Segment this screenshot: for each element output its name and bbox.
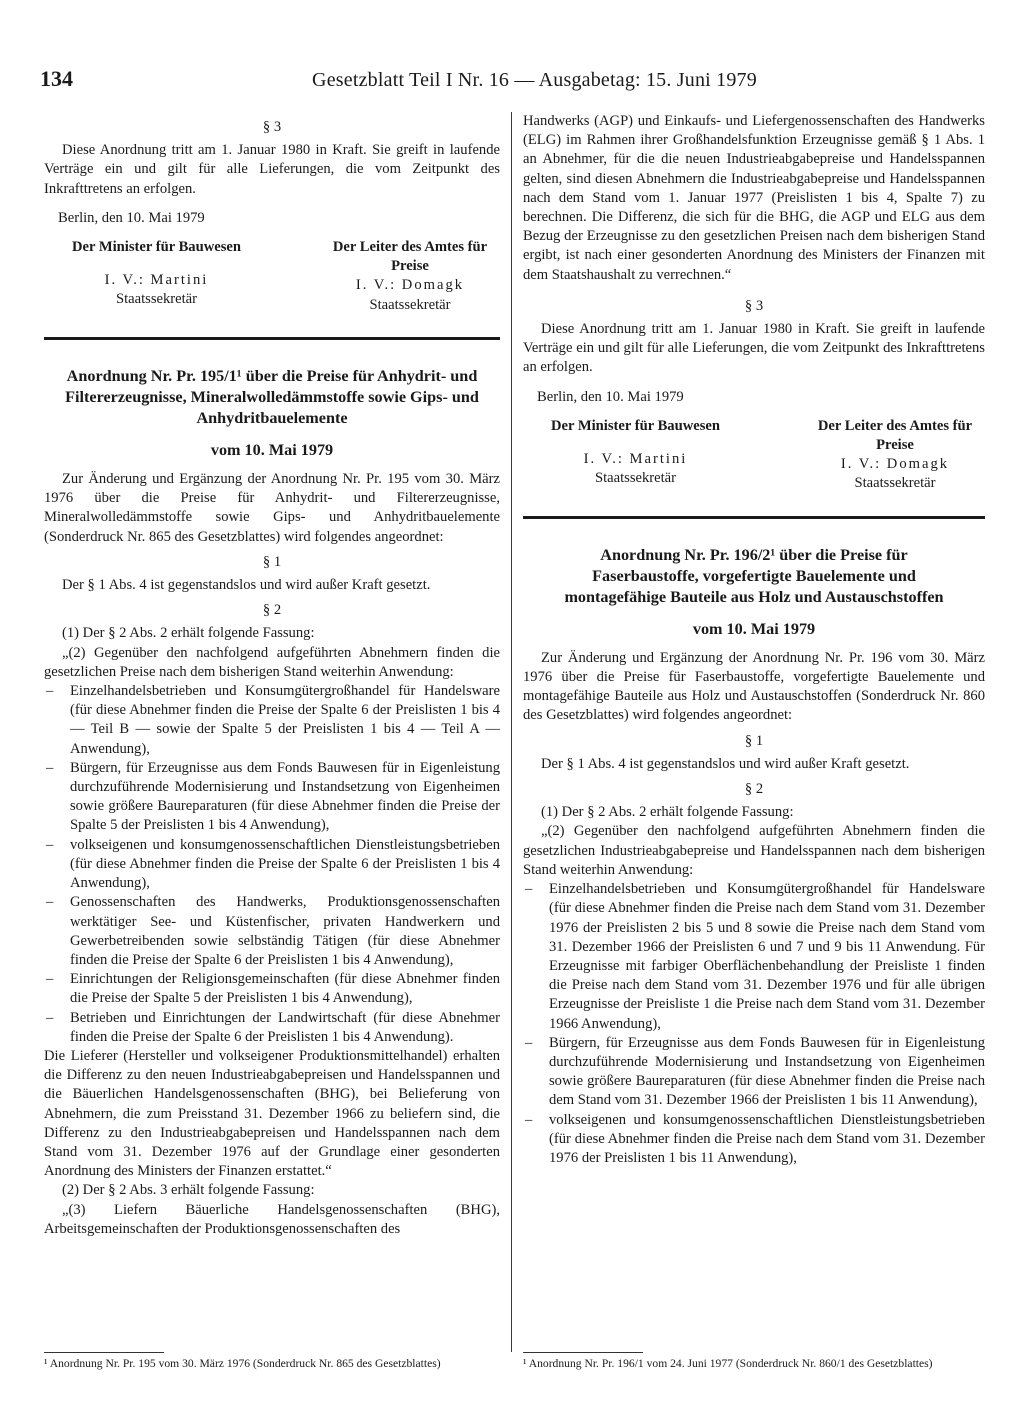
signatory-title: Der Minister für Bauwesen (71, 239, 242, 256)
section-mark: § 2 (744, 781, 764, 798)
list-item: – Genossenschaften des Handwerks, Produktionsgenossenschaften werktätiger See- und Küstenfischer, privaten Handwerkern und Gewerbetreibenden sowie selbständig Tätigen (für diese Abnehmer finden die Preise der Spalte 6 der Preislisten 1 bis 4 Anwendung), (44, 893, 500, 970)
ordinance-date: vom 10. Mai 1979 (692, 619, 816, 638)
signatory-title: Der Leiter des Amtes für Preise (817, 417, 973, 454)
page-number: 134 (40, 66, 73, 91)
footnote-rule (523, 1352, 643, 1353)
section-separator (523, 516, 985, 519)
paragraph: „(2) Gegenüber den nachfolgend aufgeführten Abnehmern finden die gesetzlichen Preise nach dem bisherigen Stand weiterhin Anwendung: (44, 644, 500, 680)
right-column (523, 112, 985, 1168)
signatory-title: Der Leiter des Amtes für Preise (332, 239, 488, 275)
signature-minister (523, 417, 748, 494)
signatory-name: I. V.: Martini (104, 272, 209, 289)
column-divider (511, 112, 512, 1352)
place-date: Berlin, den 10. Mai 1979 (58, 209, 205, 226)
paragraph: Handwerks (AGP) und Einkaufs- und Liefergenossenschaften des Handwerks (ELG) im Rahmen ihrer Großhandelsfunktion Erzeugnisse gemäß § 1 Abs. 1 an Abnehmer, für die die neuen Industrieabgabepreise und Handelsspannen gelten, sind diesen Abnehmern die Industrieabgabepreise und Handelsspannen nach dem Stand vom 1. Januar 1977 (Preislisten 1 bis 4, Spalte 7) zu berechnen. Die Differenz, die sich für die BHG, die AGP und ELG aus dem Bezug der Erzeugnisse zu den gesetzlichen Preisen nach dem bisherigen Stand ergibt, ist nach einer gesonderten Anordnung des Ministers der Finanzen mit dem Staatshaushalt zu verrechnen.“ (523, 113, 985, 283)
signatory-title: Der Minister für Bauwesen (550, 417, 721, 434)
ordinance-intro: Zur Änderung und Ergänzung der Anordnung Nr. Pr. 195 vom 30. März 1976 über die Preise für Anhydrit- und Filtererzeugnisse, Mineralwolledämmstoffe sowie Gips- und Anhydritbauelemente (Sonderdruck Nr. 865 des Gesetzblattes) wird folgendes angeordnet: (44, 471, 500, 545)
footnote-left (44, 1352, 504, 1371)
paragraph: (1) Der § 2 Abs. 2 erhält folgende Fassung: (62, 625, 315, 642)
footnote-text: ¹ Anordnung Nr. Pr. 196/1 vom 24. Juni 1977 (Sonderdruck Nr. 860/1 des Gesetzblattes) (523, 1357, 933, 1370)
section-separator (44, 337, 500, 340)
signatory-name: I. V.: Martini (583, 451, 688, 468)
section-mark: § 1 (262, 553, 282, 570)
signatory-role: Staatssekretär (369, 296, 451, 313)
signature-block (523, 417, 985, 494)
recipient-list (44, 682, 500, 1047)
signature-office-head (805, 417, 985, 494)
signatory-role: Staatssekretär (594, 470, 677, 487)
paragraph: Die Lieferer (Hersteller und volkseigener Produktionsmittelhandel) erhalten die Differenz zu den neuen Industrieabgabepreisen und Handelsspannen und die Bäuerlichen Handelsgenossenschaften (BHG), bei Belieferung von Abnehmern, die zum Preisstand 31. Dezember 1966 zu beliefern sind, die Differenz zu den Industrieabgabepreisen und Handelsspannen nach dem Stand vom 31. Dezember 1976 auf der Grundlage einer gesonderten Anordnung des Ministers der Finanzen erstattet.“ (44, 1047, 500, 1180)
paragraph: „(3) Liefern Bäuerliche Handelsgenossenschaften (BHG), Arbeitsgemeinschaften der Produktionsgenossenschaften des (44, 1201, 500, 1237)
section-mark: § 3 (744, 297, 764, 314)
list-item: – volkseigenen und konsumgenossenschaftlichen Dienstleistungsbetrieben (für diese Abnehmer finden die Preise der Spalte 6 der Preislisten 1 bis 4 Anwendung), (44, 836, 500, 894)
paragraph: Der § 1 Abs. 4 ist gegenstandslos und wird außer Kraft gesetzt. (541, 755, 910, 772)
list-item: – Bürgern, für Erzeugnisse aus dem Fonds Bauwesen für in Eigenleistung durchzuführende Modernisierung und Instandsetzung von Eigenheimen sowie größere Baureparaturen (für diese Abnehmer finden die Preise nach dem Stand vom 31. Dezember 1966 der Preislisten 1 bis 11 Anwendung), (523, 1034, 985, 1111)
ordinance-date: vom 10. Mai 1979 (210, 440, 334, 459)
paragraph: „(2) Gegenüber den nachfolgend aufgeführten Abnehmern finden die gesetzlichen Industrieabgabepreise und Handelsspannen nach dem bisherigen Stand weiterhin Anwendung: (523, 823, 985, 878)
left-column (44, 112, 500, 1239)
signatory-name: I. V.: Domagk (355, 277, 465, 294)
recipient-list (523, 880, 985, 1168)
section-mark: § 1 (744, 732, 764, 749)
paragraph: Diese Anordnung tritt am 1. Januar 1980 in Kraft. Sie greift in laufende Verträge ein und gilt für alle Lieferungen, die vom Zeitpunkt des Inkrafttretens an erfolgen. (44, 142, 500, 197)
ordinance-title: Anordnung Nr. Pr. 196/2¹ über die Preise für Faserbaustoffe, vorgefertigte Bauelemente und montagefähige Bauteile aus Holz und Austauschstoffen (564, 545, 944, 606)
list-item: – Betrieben und Einrichtungen der Landwirtschaft (für diese Abnehmer finden die Preise der Spalte 6 der Preislisten 1 bis 4 Anwendung). (44, 1009, 500, 1047)
section-mark: § 2 (262, 602, 282, 619)
paragraph: Diese Anordnung tritt am 1. Januar 1980 in Kraft. Sie greift in laufende Verträge ein und gilt für alle Lieferungen, die vom Zeitpunkt des Inkrafttretens an erfolgen. (523, 321, 985, 376)
paragraph: (2) Der § 2 Abs. 3 erhält folgende Fassung: (62, 1182, 315, 1199)
running-title: Gesetzblatt Teil I Nr. 16 — Ausgabetag: 15. Juni 1979 (312, 69, 757, 91)
signatory-role: Staatssekretär (115, 291, 198, 308)
paragraph: Der § 1 Abs. 4 ist gegenstandslos und wird außer Kraft gesetzt. (62, 577, 431, 594)
paragraph: (1) Der § 2 Abs. 2 erhält folgende Fassung: (541, 804, 794, 821)
signature-minister (44, 238, 269, 315)
signature-office-head (320, 238, 500, 315)
list-item: – Einrichtungen der Religionsgemeinschaften (für diese Abnehmer finden die Preise der Spalte 5 der Preislisten 1 bis 4 Anwendung), (44, 970, 500, 1008)
footnote-rule (44, 1352, 164, 1353)
list-item: – Einzelhandelsbetrieben und Konsumgütergroßhandel für Handelsware (für diese Abnehmer finden die Preise nach dem Stand vom 31. Dezember 1976 der Preislisten 2 bis 5 und 8 sowie die Preise nach dem Stand vom 31. Dezember 1966 der Preislisten 6 und 7 und 9 bis 11 Anwendung. Für Erzeugnisse mit farbiger Oberflächenbehandlung der Preisliste 1 finden die Preise nach dem Stand vom 31. Dezember 1976 und für alle übrigen Erzeugnisse der Preisliste 1 die Preise nach dem Stand vom 31. Dezember 1966 Anwendung), (523, 880, 985, 1034)
page-header (40, 66, 980, 96)
list-item: – Bürgern, für Erzeugnisse aus dem Fonds Bauwesen für in Eigenleistung durchzuführende Modernisierung und Instandsetzung von Eigenheimen sowie größere Baureparaturen (für diese Abnehmer finden die Preise der Spalte 5 der Preislisten 1 bis 4 Anwendung), (44, 759, 500, 836)
signatory-role: Staatssekretär (854, 475, 936, 492)
place-date: Berlin, den 10. Mai 1979 (537, 388, 684, 405)
list-item: – Einzelhandelsbetrieben und Konsumgütergroßhandel für Handelsware (für diese Abnehmer finden die Preise der Spalte 6 der Preislisten 1 bis 4 — Teil B — sowie der Spalte 5 der Preislisten 1 bis 4 — Teil A — Anwendung), (44, 682, 500, 759)
section-mark: § 3 (262, 119, 282, 135)
signature-block (44, 238, 500, 315)
footnote-text: ¹ Anordnung Nr. Pr. 195 vom 30. März 1976 (Sonderdruck Nr. 865 des Gesetzblattes) (44, 1357, 441, 1370)
signatory-name: I. V.: Domagk (840, 456, 950, 473)
footnote-right (523, 1352, 983, 1371)
ordinance-intro: Zur Änderung und Ergänzung der Anordnung Nr. Pr. 196 vom 30. März 1976 über die Preise für Faserbaustoffe, vorgefertigte Bauelemente und montagefähige Bauteile aus Holz und Austauschstoffen (Sonderdruck Nr. 860 des Gesetzblattes) wird folgendes angeordnet: (523, 649, 985, 724)
ordinance-title: Anordnung Nr. Pr. 195/1¹ über die Preise für Anhydrit- und Filtererzeugnisse, Mineralwolledämmstoffe sowie Gips- und Anhydritbauelemente (65, 366, 479, 427)
list-item: – volkseigenen und konsumgenossenschaftlichen Dienstleistungsbetrieben (für diese Abnehmer finden die Preise nach dem Stand vom 31. Dezember 1976 der Preislisten 1 bis 11 Anwendung), (523, 1111, 985, 1169)
